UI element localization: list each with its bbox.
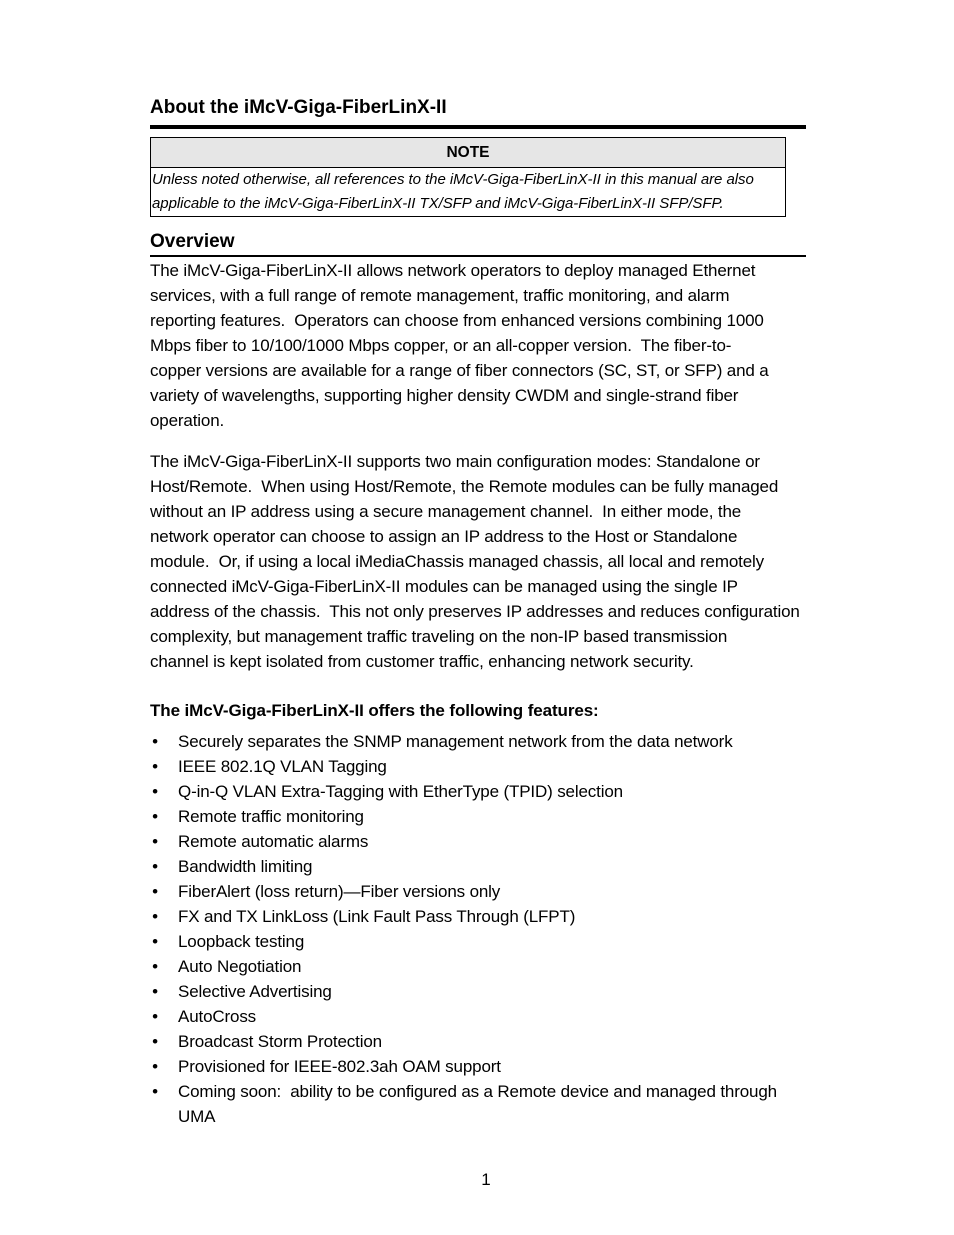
note-label: NOTE (151, 138, 785, 168)
bullet-marker: • (152, 956, 158, 976)
paragraph-line: variety of wavelengths, supporting higher density CWDM and single-strand fiber (150, 385, 739, 405)
bullet-marker: • (152, 1031, 158, 1051)
feature-text: FiberAlert (loss return)—Fiber versions only (178, 881, 501, 901)
feature-list-item (150, 804, 806, 829)
paragraph-line: reporting features. Operators can choose from enhanced versions combining 1000 (150, 310, 764, 330)
bullet-marker: • (152, 1056, 158, 1076)
overview-heading: Overview (150, 231, 235, 252)
feature-list-item (150, 954, 806, 979)
feature-list-item (150, 1004, 806, 1029)
feature-list-item (150, 779, 806, 804)
feature-list-item (150, 904, 806, 929)
paragraph-line: module. Or, if using a local iMediaChassis managed chassis, all local and remotely (150, 551, 765, 571)
paragraph-line: operation. (150, 410, 225, 430)
feature-text: FX and TX LinkLoss (Link Fault Pass Through (LFPT) (178, 906, 576, 926)
bullet-marker: • (152, 931, 158, 951)
feature-text: Bandwidth limiting (178, 856, 313, 876)
paragraph-line: The iMcV-Giga-FiberLinX-II supports two main configuration modes: Standalone or (150, 451, 760, 471)
feature-text: Remote traffic monitoring (178, 806, 364, 826)
feature-list-item (150, 879, 806, 904)
feature-list-item (150, 729, 806, 754)
feature-text: Broadcast Storm Protection (178, 1031, 382, 1051)
note-line: Unless noted otherwise, all references to the iMcV-Giga-FiberLinX-II in this manual are also (152, 171, 754, 188)
feature-list-item (150, 1029, 806, 1054)
bullet-marker: • (152, 1081, 158, 1101)
paragraph-line: Host/Remote. When using Host/Remote, the Remote modules can be fully managed (150, 476, 779, 496)
bullet-marker: • (152, 881, 158, 901)
page-number: 1 (481, 1169, 491, 1189)
paragraph-line: address of the chassis. This not only preserves IP addresses and reduces configuration (150, 601, 800, 621)
bullet-marker: • (152, 806, 158, 826)
paragraph-line: connected iMcV-Giga-FiberLinX-II modules can be managed using the single IP (150, 576, 738, 596)
feature-text: Coming soon: ability to be configured as a Remote device and managed through UMA (178, 1081, 782, 1126)
feature-text: IEEE 802.1Q VLAN Tagging (178, 756, 387, 776)
overview-paragraph-2 (150, 449, 800, 674)
paragraph-line: channel is kept isolated from customer traffic, enhancing network security. (150, 651, 694, 671)
bullet-marker: • (152, 731, 158, 751)
paragraph-line: without an IP address using a secure management channel. In either mode, the (150, 501, 742, 521)
feature-text: Provisioned for IEEE-802.3ah OAM support (178, 1056, 501, 1076)
bullet-marker: • (152, 906, 158, 926)
feature-text: Auto Negotiation (178, 956, 302, 976)
feature-list-item (150, 854, 806, 879)
feature-list-item (150, 829, 806, 854)
feature-text: Loopback testing (178, 931, 305, 951)
title-divider (150, 125, 806, 129)
feature-list-item (150, 1079, 806, 1129)
feature-text: Q-in-Q VLAN Extra-Tagging with EtherType (TPID) selection (178, 781, 623, 801)
bullet-marker: • (152, 756, 158, 776)
paragraph-line: services, with a full range of remote management, traffic monitoring, and alarm (150, 285, 730, 305)
feature-text: AutoCross (178, 1006, 257, 1026)
paragraph-line: The iMcV-Giga-FiberLinX-II allows network operators to deploy managed Ethernet (150, 260, 756, 280)
section-title: About the iMcV-Giga-FiberLinX-II (150, 97, 447, 118)
bullet-marker: • (152, 981, 158, 1001)
paragraph-line: Mbps fiber to 10/100/1000 Mbps copper, or an all-copper version. The fiber-to- (150, 335, 732, 355)
feature-text: Selective Advertising (178, 981, 332, 1001)
paragraph-line: copper versions are available for a range of fiber connectors (SC, ST, or SFP) and a (150, 360, 769, 380)
features-list (150, 729, 806, 1129)
note-line: applicable to the iMcV-Giga-FiberLinX-II TX/SFP and iMcV-Giga-FiberLinX-II SFP/SFP. (152, 195, 724, 212)
feature-list-item (150, 1054, 806, 1079)
note-box (150, 137, 786, 217)
paragraph-line: complexity, but management traffic traveling on the non-IP based transmission (150, 626, 728, 646)
overview-paragraph-1 (150, 258, 769, 433)
feature-list-item (150, 929, 806, 954)
feature-list-item (150, 979, 806, 1004)
feature-list-item (150, 754, 806, 779)
paragraph-line: network operator can choose to assign an IP address to the Host or Standalone (150, 526, 738, 546)
bullet-marker: • (152, 831, 158, 851)
feature-text: Remote automatic alarms (178, 831, 369, 851)
bullet-marker: • (152, 781, 158, 801)
features-heading: The iMcV-Giga-FiberLinX-II offers the following features: (150, 700, 599, 720)
feature-text: Securely separates the SNMP management network from the data network (178, 731, 733, 751)
bullet-marker: • (152, 856, 158, 876)
bullet-marker: • (152, 1006, 158, 1026)
note-text (151, 168, 785, 216)
